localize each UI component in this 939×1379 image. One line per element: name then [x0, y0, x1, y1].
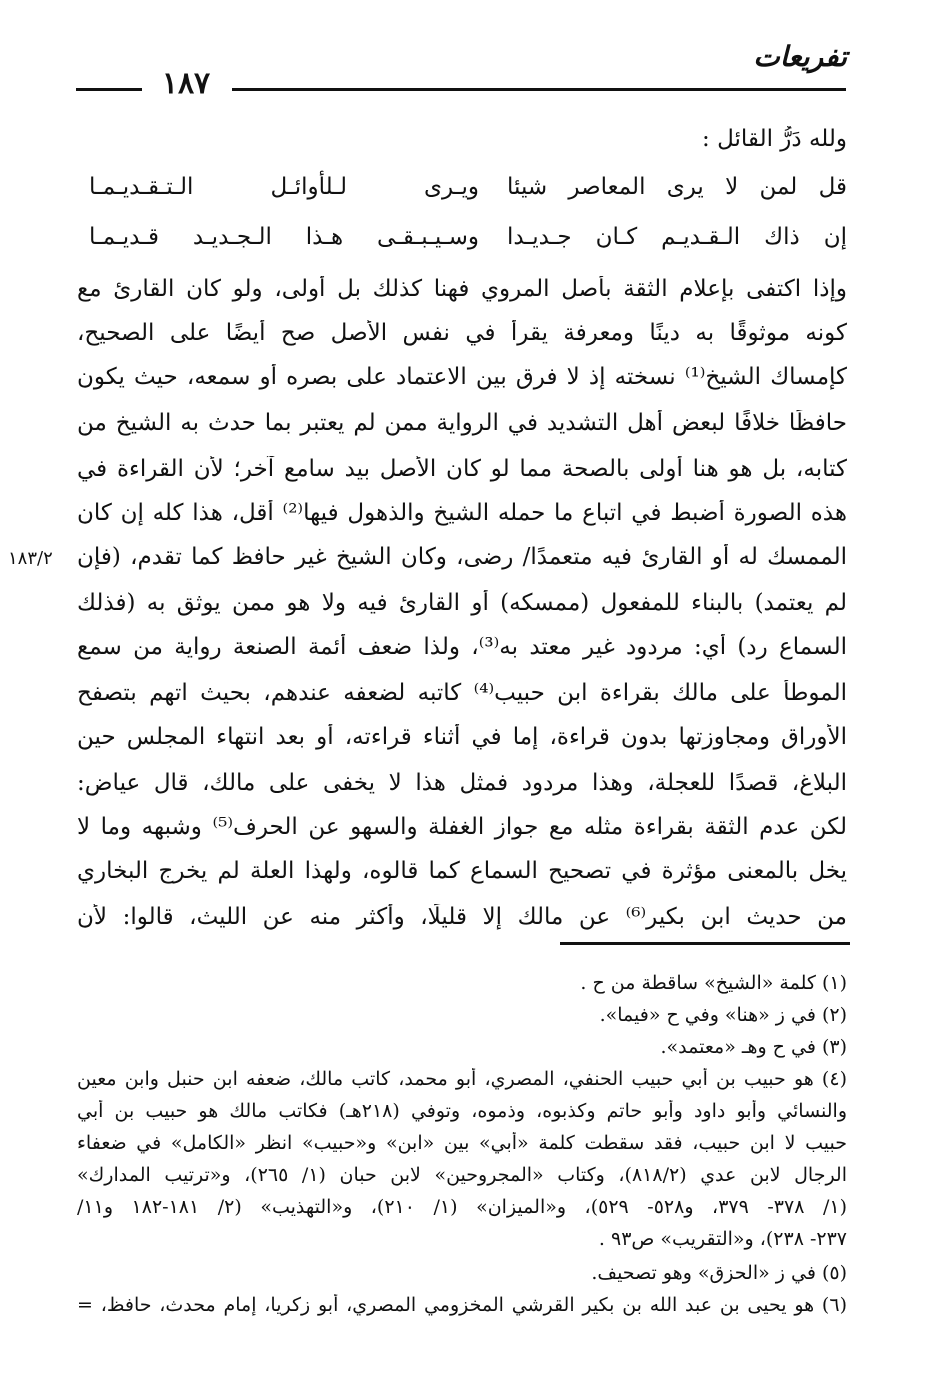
opening-line: ولله دَرُّ القائل : — [702, 126, 847, 152]
margin-note: ١٨٣/٢ — [8, 548, 53, 569]
text-line: لم يعتمد) بالبناء للمفعول (ممسكه) أو القارئ فيه ولا هو ممن يوثق به (فذلك — [77, 590, 847, 616]
text-line: من حديث ابن بكير⁽⁶⁾ عن مالك إلا قليلًا، وأكثر منه عن الليث، قالوا: لأن — [77, 904, 847, 930]
text-line: الممسك له أو القارئ فيه متعمدًا/ رضى، وكان الشيخ غير حافظ كما تقدم، (فإن — [77, 544, 847, 570]
footnote-4: (٤) هو حبيب بن أبي حبيب الحنفي، المصري، أبو محمد، كاتب مالك، ضعفه ابن حنبل وابن معين — [77, 1068, 847, 1090]
header-rule-left — [76, 88, 142, 91]
footnote-4-cont: والنسائي وأبو داود وأبو حاتم وكذبوه، وذموه، وتوفي (٢١٨هـ) فكاتب مالك هو حبيب بن أبي — [77, 1100, 847, 1122]
footnote-separator — [560, 942, 850, 945]
text-line: وإذا اكتفى بإعلام الثقة بأصل المروي فهنا كذلك بل أولى، ولو كان القارئ مع — [77, 276, 847, 302]
text-line: يخل بالمعنى مؤثرة في تصحيح السماع كما قالوه، ولهذا العلة لم يخرج البخاري — [77, 858, 847, 884]
verse-1-first-hemistich: قل لمن لا يرى المعاصر شيئا — [507, 174, 847, 200]
footnote-5: (٥) في ز «الحزق» وهو تصحيف. — [591, 1262, 847, 1284]
text-line: كإمساك الشيخ⁽¹⁾ نسخته إذ لا فرق بين الاعتماد على بصره أو سمعه، حيث يكون — [77, 364, 847, 390]
text-line: كونه موثوقًا به دينًا ومعرفة يقرأ في نفس الأصل صح أيضًا على الصحيح، — [77, 320, 847, 346]
text-line: لكن عدم الثقة بقراءة مثله مع جواز الغفلة والسهو عن الحرف⁽⁵⁾ وشبهه وما لا — [77, 814, 847, 840]
footnote-1: (١) كلمة «الشيخ» ساقطة من ح . — [580, 972, 847, 994]
header-rule-right — [232, 88, 846, 91]
verse-2-first-hemistich: إن ذاك الـقـديـم كـان جـديـدا — [507, 224, 847, 250]
footnote-4-cont: ٢٣٧- ٢٣٨)، و«التقريب» ص٩٣ . — [598, 1228, 847, 1250]
footnote-4-cont: الرجال لابن عدي (٨١٨/٢)، وكتاب «المجروحين» لابن حبان (١/ ٢٦٥)، و«ترتيب المدارك» — [77, 1164, 847, 1186]
verse-1 — [87, 174, 847, 222]
footnote-2: (٢) في ز «هنا» وفي ح «فيما». — [599, 1004, 847, 1026]
text-line: البلاغ، قصدًا للعجلة، وهذا مردود فمثل هذا لا يخفى على مالك، قال عياض: — [77, 770, 847, 796]
text-line: السماع رد) أي: مردود غير معتد به⁽³⁾، ولذا ضعف أئمة الصنعة رواية من سمع — [77, 634, 847, 660]
footnote-3: (٣) في ح وهـ «معتمد». — [660, 1036, 847, 1058]
footnote-4-cont: حبيب لا ابن حبيب، فقد سقطت كلمة «أبي» بين «ابن» و«حبيب» انظر «الكامل» في ضعفاء — [77, 1132, 847, 1154]
text-line: حافظًا خلافًا لبعض أهل التشديد في الرواية ممن لم يعتبر بما حدث به الشيخ من — [77, 410, 847, 436]
text-line: هذه الصورة أضبط في اتباع ما حمله الشيخ والذهول فيها⁽²⁾ أقل، هذا كله إن كان — [77, 500, 847, 526]
verse-2 — [87, 224, 847, 272]
text-line: الأوراق ومجاوزتها بدون قراءة، إما في أثناء قراءته، أو بعد انتهاء المجلس حين — [77, 724, 847, 750]
page-number: ١٨٧ — [161, 66, 211, 101]
verse-2-second-hemistich: وسـيـبـقـى هـذا الـجـديـد قـديـمـا — [89, 224, 479, 250]
text-line: الموطأ على مالك بقراءة ابن حبيب⁽⁴⁾ كاتبه لضعفه عندهم، بحيث اتهم بتصفح — [77, 680, 847, 706]
running-title: تفريعات — [753, 40, 847, 73]
verse-1-second-hemistich: ويـرى لـلأوائـل الـتـقـديـمـا — [89, 174, 479, 200]
footnote-6: (٦) هو يحيى بن عبد الله بن بكير القرشي المخزومي المصري، أبو زكريا، إمام محدث، حافظ، = — [77, 1294, 847, 1316]
text-line: كتابه، بل هو هنا أولى بالصحة مما لو كان الأصل بيد سامع آخر؛ لأن القراءة في — [77, 456, 847, 482]
footnote-4-cont: (١/ ٣٧٨- ٣٧٩، و٥٢٨- ٥٢٩)، و«الميزان» (١/ ٢١٠)، و«التهذيب» (٢/ ١٨١-١٨٢ و١١/ — [77, 1196, 847, 1218]
